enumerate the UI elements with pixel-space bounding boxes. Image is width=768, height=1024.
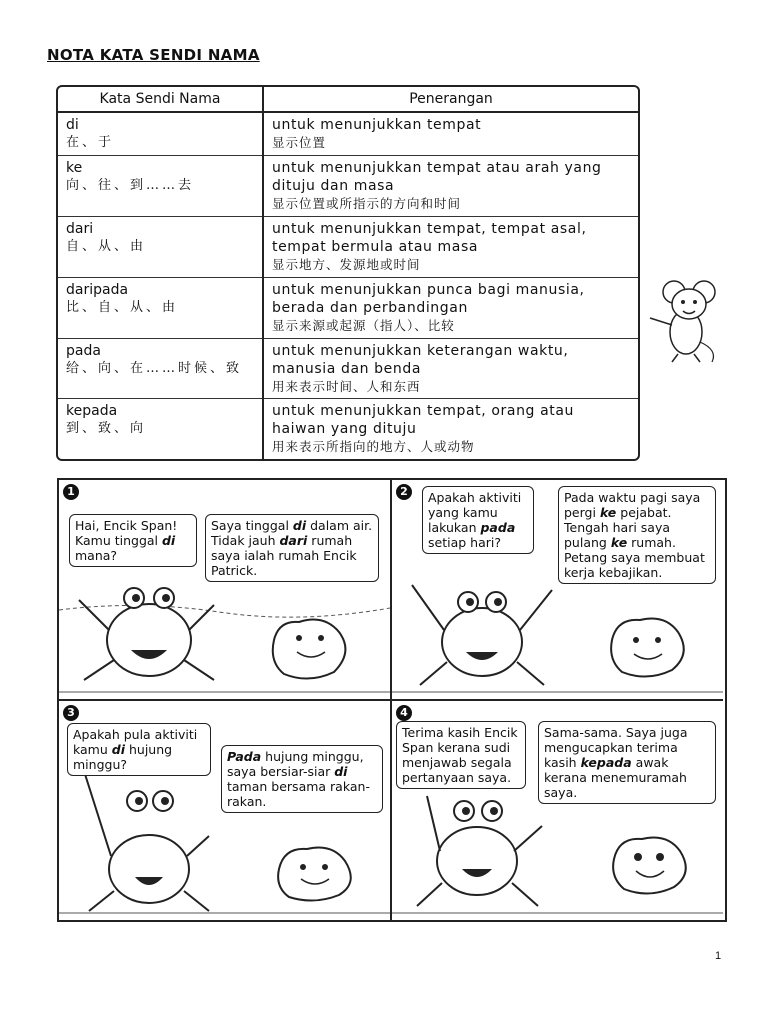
speech-bubble-crab: Terima kasih Encik Span kerana sudi menjawab segala pertanyaan saya. bbox=[396, 721, 526, 789]
kata-sendi-translation: 比、自、从、由 bbox=[66, 299, 179, 315]
explanation-text: untuk menunjukkan tempat atau arah yang dituju dan masa bbox=[272, 160, 602, 195]
mouse-mascot-illustration bbox=[642, 270, 722, 365]
kata-sendi-word: ke bbox=[66, 160, 83, 177]
comic-panel-1 bbox=[59, 480, 392, 701]
explanation-text: untuk menunjukkan tempat, tempat asal, tempat bermula atau masa bbox=[272, 221, 587, 255]
table-row bbox=[58, 277, 638, 338]
speech-bubble-sponge: Sama-sama. Saya juga mengucapkan terima kasih kepada awak kerana menemuramah saya. bbox=[538, 721, 716, 804]
word-cell bbox=[58, 156, 263, 217]
kata-sendi-word: kepada bbox=[66, 403, 118, 420]
explanation-text: untuk menunjukkan tempat bbox=[272, 117, 482, 133]
kata-sendi-word: di bbox=[66, 117, 79, 133]
explanation-cell bbox=[263, 217, 638, 278]
kata-sendi-translation: 给、向、在……时候、致 bbox=[66, 360, 243, 376]
explanation-text: untuk menunjukkan keterangan waktu, manusia dan benda bbox=[272, 342, 569, 377]
table-row bbox=[58, 217, 638, 278]
table-row bbox=[58, 112, 638, 156]
page-title: NOTA KATA SENDI NAMA bbox=[47, 46, 260, 64]
explanation-cell bbox=[263, 277, 638, 338]
panel-number-badge: 1 bbox=[63, 484, 79, 500]
kata-sendi-translation: 向、往、到……去 bbox=[66, 178, 195, 194]
page-number: 1 bbox=[715, 950, 722, 962]
crab-sponge-scene-1 bbox=[59, 480, 390, 699]
speech-bubble-sponge: Pada hujung minggu, saya bersiar-siar di taman bersama rakan-rakan. bbox=[221, 745, 383, 813]
explanation-cell bbox=[263, 156, 638, 217]
explanation-text: untuk menunjukkan punca bagi manusia, berada dan perbandingan bbox=[272, 281, 585, 316]
table-row bbox=[58, 156, 638, 217]
word-cell bbox=[58, 112, 263, 156]
kata-sendi-translation: 在、于 bbox=[66, 135, 115, 150]
panel-number-badge: 3 bbox=[63, 705, 79, 721]
panel-number-badge: 4 bbox=[396, 705, 412, 721]
kata-sendi-word: pada bbox=[66, 342, 101, 359]
table-row bbox=[58, 399, 638, 459]
explanation-translation: 显示来源或起源（指人）、比较 bbox=[272, 317, 455, 333]
explanation-translation: 显示位置 bbox=[272, 135, 327, 150]
explanation-cell bbox=[263, 338, 638, 399]
column-header-word: Kata Sendi Nama bbox=[58, 87, 263, 112]
speech-bubble-sponge: Pada waktu pagi saya pergi ke pejabat. Tengah hari saya pulang ke rumah. Petang saya membuat kerja kebajikan. bbox=[558, 486, 716, 584]
explanation-cell bbox=[263, 399, 638, 459]
speech-bubble-sponge: Saya tinggal di dalam air. Tidak jauh dari rumah saya ialah rumah Encik Patrick. bbox=[205, 514, 379, 582]
explanation-cell bbox=[263, 112, 638, 156]
word-cell bbox=[58, 399, 263, 459]
speech-bubble-crab: Apakah aktiviti yang kamu lakukan pada setiap hari? bbox=[422, 486, 534, 554]
speech-bubble-crab: Apakah pula aktiviti kamu di hujung minggu? bbox=[67, 723, 211, 776]
explanation-text: untuk menunjukkan tempat, orang atau haiwan yang dituju bbox=[272, 403, 574, 438]
column-header-explanation: Penerangan bbox=[263, 87, 638, 112]
explanation-translation: 用来表示时间、人和东西 bbox=[272, 378, 421, 394]
word-cell bbox=[58, 338, 263, 399]
comic-panel-3 bbox=[59, 701, 392, 920]
panel-number-badge: 2 bbox=[396, 484, 412, 500]
speech-bubble-crab: Hai, Encik Span! Kamu tinggal di mana? bbox=[69, 514, 197, 567]
comic-panel-2 bbox=[392, 480, 723, 701]
kata-sendi-translation: 到、致、向 bbox=[66, 421, 147, 437]
word-cell bbox=[58, 277, 263, 338]
explanation-translation: 显示位置或所指示的方向和时间 bbox=[272, 196, 462, 212]
table-row bbox=[58, 338, 638, 399]
comic-panel-4 bbox=[392, 701, 723, 920]
word-cell bbox=[58, 217, 263, 278]
kata-sendi-word: daripada bbox=[66, 281, 129, 298]
kata-sendi-table bbox=[56, 85, 640, 461]
explanation-translation: 用来表示所指向的地方、人或动物 bbox=[272, 439, 475, 455]
comic-strip bbox=[57, 478, 727, 922]
kata-sendi-translation: 自、从、由 bbox=[66, 239, 147, 254]
explanation-translation: 显示地方、发源地或时间 bbox=[272, 257, 421, 272]
kata-sendi-word: dari bbox=[66, 221, 94, 237]
